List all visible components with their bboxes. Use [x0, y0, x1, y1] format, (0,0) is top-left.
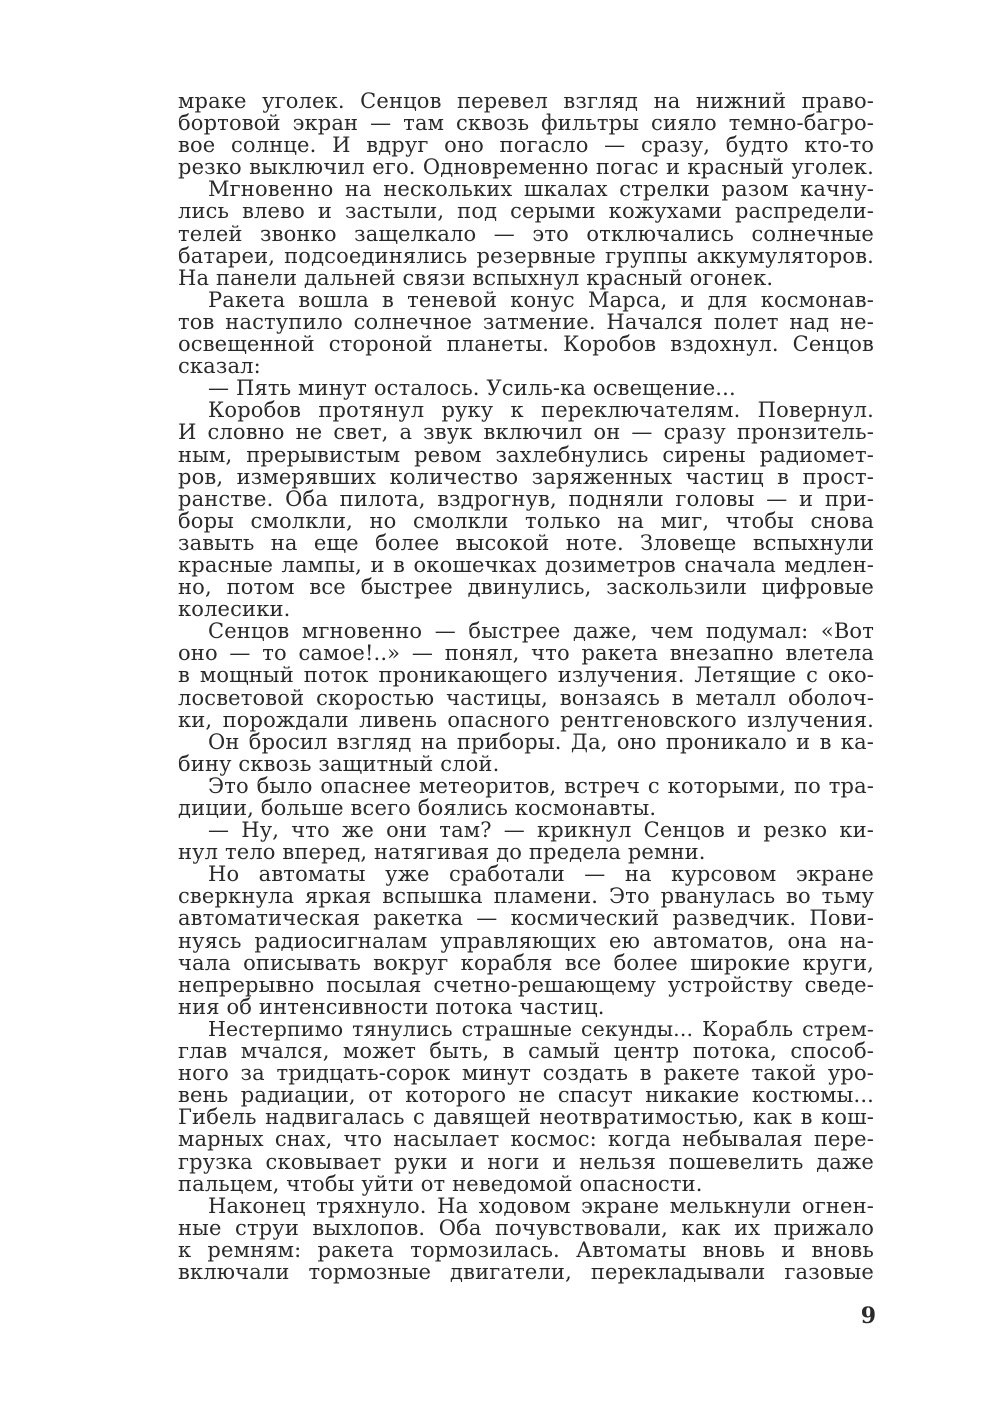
text-line: вое солнце. И вдруг оно погасло — сразу, будто кто-то [178, 133, 874, 158]
page-number: 9 [860, 1303, 876, 1329]
text-line: Нестерпимо тянулись страшные секунды... Корабль стрем- [208, 1016, 874, 1041]
text-line: батареи, подсоединялись резервные группы аккумуляторов. [178, 243, 874, 268]
text-line: ранстве. Оба пилота, вздрогнув, подняли головы — и при- [178, 486, 874, 511]
text-line: лись влево и застыли, под серыми кожухами распредели- [178, 199, 874, 224]
text-line: ния об интенсивности потока частиц. [178, 994, 605, 1019]
text-line: нул тело вперед, натягивая до предела ремни. [178, 840, 706, 865]
text-line: в мощный поток проникающего излучения. Летящие с око- [178, 663, 874, 688]
text-line: — Ну, что же они там? — крикнул Сенцов и резко ки- [208, 818, 874, 843]
text-line: красные лампы, и в окошечках дозиметров сначала медлен- [178, 552, 874, 577]
text-line: Коробов протянул руку к переключателям. Повернул. [208, 398, 874, 423]
text-line: Он бросил взгляд на приборы. Да, оно проникало и в ка- [208, 729, 874, 754]
text-line: включали тормозные двигатели, перекладывали газовые [178, 1259, 874, 1284]
text-line: пальцем, чтобы уйти от неведомой опасности. [178, 1171, 703, 1196]
text-line: бину сквозь защитный слой. [178, 751, 500, 776]
text-line: чала описывать вокруг корабля все более широкие круги, [178, 950, 874, 975]
text-line: Ракета вошла в теневой конус Марса, и для космонав- [208, 287, 874, 312]
body-text [178, 90, 874, 1283]
text-line: ки, порождали ливень опасного рентгеновского излучения. [178, 707, 874, 732]
text-line: вень радиации, от которого не спасут никакие костюмы... [178, 1083, 874, 1108]
text-line: глав мчался, может быть, в самый центр потока, способ- [178, 1039, 874, 1064]
text-line: сверкнула яркая вспышка пламени. Это рванулась во тьму [178, 884, 874, 909]
text-line: Мгновенно на нескольких шкалах стрелки разом качну- [208, 177, 874, 202]
text-line: диции, больше всего боялись космонавты. [178, 796, 657, 820]
text-line: ного за тридцать-сорок минут создать в ракете такой уро- [178, 1061, 874, 1086]
text-line: марных снах, что насылает космос: когда небывалая пере- [178, 1127, 874, 1152]
text-line: тов наступило солнечное затмение. Начался полет над не- [178, 309, 874, 334]
text-line: автоматическая ракетка — космический разведчик. Пови- [178, 906, 874, 931]
text-line: к ремням: ракета тормозилась. Автоматы вновь и вновь [178, 1237, 874, 1262]
text-line: Но автоматы уже сработали — на курсовом экране [208, 862, 874, 887]
text-line: Гибель надвигалась с давящей неотвратимостью, как в кош- [178, 1105, 874, 1130]
text-line: ные струи выхлопов. Оба почувствовали, как их прижало [178, 1215, 874, 1240]
text-line: завыть на еще более высокой ноте. Зловеще вспыхнули [178, 530, 874, 555]
text-line: колесики. [178, 597, 291, 622]
text-line: На панели дальней связи вспыхнул красный огонек. [178, 265, 774, 290]
text-line: — Пять минут осталось. Усиль-ка освещение... [208, 376, 736, 401]
text-line: сказал: [178, 354, 261, 379]
text-line: Это было опаснее метеоритов, встреч с которыми, по тра- [208, 773, 874, 798]
text-line: грузка сковывает руки и ноги и нельзя пошевелить даже [178, 1149, 874, 1174]
text-line: лосветовой скоростью частицы, вонзаясь в металл оболоч- [178, 685, 874, 710]
text-line: ным, прерывистым ревом захлебнулись сирены радиомет- [178, 442, 874, 467]
text-line: боры смолкли, но смолкли только на миг, чтобы снова [178, 508, 874, 533]
text-line: резко выключил его. Одновременно погас и красный уголек. [178, 155, 874, 180]
text-line: освещенной стороной планеты. Коробов вздохнул. Сенцов [178, 332, 874, 357]
text-line: телей звонко защелкало — это отключались солнечные [178, 221, 874, 246]
text-line: бортовой экран — там сквозь фильтры сияло темно-багро- [178, 111, 874, 136]
text-line: И словно не свет, а звук включил он — сразу пронзитель- [178, 420, 874, 445]
text-line: нуясь радиосигналам управляющих ею автоматов, она на- [178, 928, 874, 953]
text-line: ров, измерявших количество заряженных частиц в прост- [178, 464, 874, 489]
text-line: оно — то самое!..» — понял, что ракета внезапно влетела [178, 641, 874, 666]
text-line: непрерывно посылая счетно-решающему устройству сведе- [178, 972, 874, 997]
text-line: Сенцов мгновенно — быстрее даже, чем подумал: «Вот [208, 619, 874, 644]
text-line: но, потом все быстрее двинулись, заскользили цифровые [178, 575, 874, 600]
text-line: мраке уголек. Сенцов перевел взгляд на нижний право- [178, 89, 874, 113]
text-line: Наконец тряхнуло. На ходовом экране мелькнули огнен- [208, 1193, 874, 1218]
